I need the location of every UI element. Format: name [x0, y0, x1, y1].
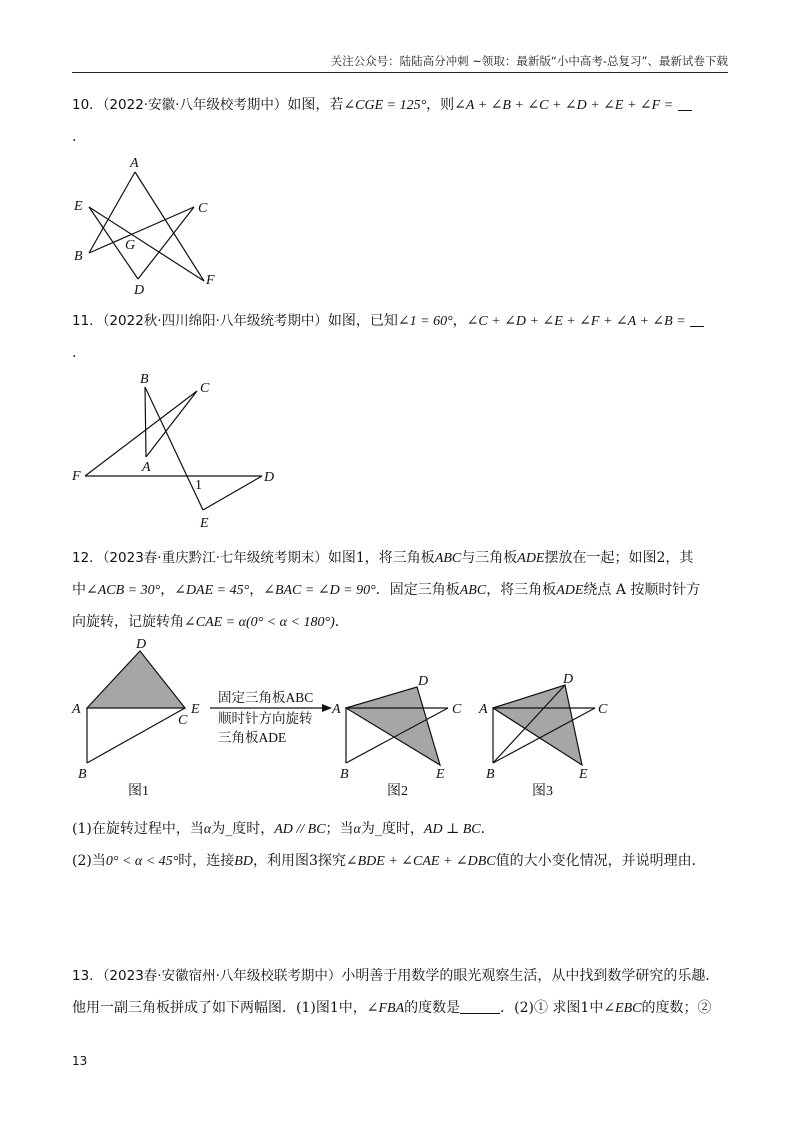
q12-sep1: ， [160, 582, 175, 598]
q12-p1a: (1)在旋转过程中，当 [72, 821, 204, 837]
q12-source: （2023春·重庆黔江·七年级统考期末） [102, 550, 328, 566]
q11-label-F: F [72, 469, 81, 484]
q12-fig1-label-A: A [72, 702, 81, 717]
q10-line1 [72, 94, 732, 117]
q12-sum: ∠BDE + ∠CAE + ∠DBC [345, 854, 496, 869]
q10-label-C: C [198, 201, 208, 216]
q12-fig1-caption: 图1 [128, 784, 149, 799]
q12-acb: ∠ACB = 30° [86, 583, 161, 598]
q11-text-b: ， [452, 313, 467, 329]
q10-answer-blank[interactable] [678, 96, 692, 111]
q12-fig3-label-B: B [486, 767, 495, 782]
q10-number: 10． [72, 97, 103, 113]
q13-line2b: 的度数是 [404, 1000, 461, 1016]
q12-arrow-text1: 固定三角板ABC [218, 690, 314, 705]
q11-label-C: C [200, 381, 210, 396]
q12-fig3-label-D: D [563, 672, 574, 687]
q12-abc2: ABC [459, 583, 487, 598]
q13-fba: ∠FBA [366, 1001, 405, 1016]
q12-p1b: 为_度时， [211, 821, 275, 837]
q11-line1 [72, 310, 732, 333]
q12-fig3-label-A: A [479, 702, 488, 717]
q11-figure [60, 365, 290, 535]
q12-fig2-caption: 图2 [387, 784, 408, 799]
q12-fig2-label-D: D [418, 674, 429, 689]
q12-arrow [210, 689, 332, 745]
q12-sep2: ， [249, 582, 264, 598]
q12-fig2 [331, 674, 462, 799]
q12-parallel: AD // BC [274, 822, 326, 837]
q10-label-D: D [134, 283, 145, 298]
q11-line-CF [85, 391, 197, 476]
q11-text-a: 如图，已知 [327, 313, 398, 329]
q10-line-EF [89, 207, 204, 281]
q10-label-B: B [74, 249, 83, 264]
q12-fig1-label-C: C [178, 713, 188, 728]
q12-arrow-text3: 三角板ADE [218, 730, 287, 745]
q12-fig3-label-E: E [579, 767, 588, 782]
q12-p1e: ． [480, 821, 495, 837]
q13-line1 [72, 965, 732, 987]
q12-fig1-label-E: E [191, 702, 200, 717]
q10-text-b: ，则 [426, 97, 455, 113]
q10-source: （2022·安徽·八年级校考期中） [102, 97, 288, 113]
q12-line2b: ．固定三角板 [375, 582, 460, 598]
q12-line1a: 如图1，将三角板 [327, 550, 435, 566]
q12-line3 [72, 611, 732, 634]
q12-alpha: α [203, 822, 212, 837]
q12-p2c: ，利用图3探究 [252, 853, 346, 869]
q12-p1d: 为_度时， [360, 821, 424, 837]
q12-p2a: (2)当 [72, 853, 106, 869]
q13-line2c: ．(2)① 求图1中 [500, 1000, 604, 1016]
header-text: 关注公众号：陆陆高分冲刺 ~领取：最新版“小中高考-总复习”、最新试卷下载 [330, 54, 728, 68]
q12-cae: ∠CAE = α(0° < α < 180°) [184, 615, 335, 630]
q12-bd: BD [234, 854, 253, 869]
q13-answer-blank[interactable] [460, 999, 500, 1014]
q12-fig2-triangle-ADE [346, 687, 440, 765]
q11-condition: ∠1 = 60° [397, 314, 453, 329]
q12-line2c: ，将三角板 [486, 582, 557, 598]
q12-figures [60, 635, 660, 807]
q12-line1c: 摆放在一起；如图2，其 [544, 550, 694, 566]
q11-number: 11． [72, 313, 103, 329]
q13-number: 13． [72, 968, 103, 984]
q13-line1-text: 小明善于用数学的眼光观察生活，从中找到数学研究的乐趣． [341, 968, 720, 984]
q12-fig2-label-C: C [452, 702, 462, 717]
q12-ade: ADE [517, 551, 545, 566]
q10-dot: . [72, 129, 77, 145]
q12-line3b: ． [334, 614, 349, 630]
q10-line-AF [135, 172, 204, 281]
q12-number: 12． [72, 550, 103, 566]
q10-label-F: F [206, 273, 215, 288]
q12-bac: ∠BAC = ∠D = 90° [263, 583, 376, 598]
q10-label-A: A [130, 156, 139, 171]
q12-line1 [72, 547, 732, 570]
q12-p2b: 时，连接 [178, 853, 235, 869]
q12-line2 [72, 579, 732, 602]
q10-label-E: E [74, 199, 83, 214]
q12-fig2-label-B: B [340, 767, 349, 782]
q10-line-CD [138, 207, 194, 279]
q10-text-a: 如图，若 [287, 97, 344, 113]
q12-alpha2: α [353, 822, 361, 837]
q12-perpendicular: AD ⊥ BC [423, 822, 481, 837]
q11-line-DE [203, 476, 262, 510]
q12-p2d: 值的大小变化情况，并说明理由． [495, 853, 706, 869]
q12-abc: ABC [434, 551, 462, 566]
q12-line2a: 中 [72, 582, 86, 598]
q12-fig1-triangle-ADE [87, 651, 185, 708]
q12-line2d: 绕点 A 按顺时针方 [583, 582, 701, 598]
q12-fig1-label-D: D [136, 637, 147, 652]
q11-label-A: A [142, 460, 151, 475]
q12-fig2-label-A: A [332, 702, 341, 717]
q13-source: （2023春·安徽宿州·八年级校联考期中） [102, 968, 342, 984]
q11-label-E: E [200, 516, 209, 531]
q12-fig1 [71, 637, 200, 799]
q11-line-BA [145, 387, 146, 457]
page-header [72, 52, 728, 73]
q12-arrow-head-icon [322, 704, 332, 712]
q11-answer-blank[interactable] [690, 312, 704, 327]
q12-line1b: 与三角板 [461, 550, 518, 566]
q10-condition: ∠CGE = 125° [343, 98, 427, 113]
q13-line2a: 他用一副三角板拼成了如下两幅图．(1)图1中， [72, 1000, 367, 1016]
q12-fig2-label-E: E [436, 767, 445, 782]
q11-expression: ∠C + ∠D + ∠E + ∠F + ∠A + ∠B = [466, 314, 686, 329]
q12-fig1-label-B: B [78, 767, 87, 782]
q12-fig3-label-C: C [598, 702, 608, 717]
q10-label-G: G [125, 238, 136, 253]
page-number: 13 [72, 1054, 88, 1068]
q13-ebc: ∠EBC [603, 1001, 642, 1016]
q12-ade2: ADE [556, 583, 584, 598]
q11-label-B: B [140, 372, 149, 387]
q12-fig1-line-BC [87, 708, 185, 763]
q11-source: （2022秋·四川绵阳·八年级统考期中） [102, 313, 328, 329]
q12-dae: ∠DAE = 45° [174, 583, 250, 598]
q10-expression: ∠A + ∠B + ∠C + ∠D + ∠E + ∠F = [454, 98, 674, 113]
q12-p1c: ；当 [325, 821, 354, 837]
q12-line3a: 向旋转，记旋转角 [72, 614, 184, 630]
q12-fig3-triangle-ADE [493, 685, 582, 765]
q11-label-D: D [264, 470, 275, 485]
q12-fig3-caption: 图3 [532, 784, 553, 799]
q12-part1 [72, 818, 732, 841]
q12-range: 0° < α < 45° [105, 854, 179, 869]
q13-line2d: 的度数；② [641, 1000, 712, 1016]
q12-part2 [72, 850, 732, 873]
q11-dot: . [72, 345, 77, 361]
q13-line2 [72, 997, 732, 1020]
q12-fig3 [478, 672, 608, 799]
q10-figure [60, 150, 240, 300]
q12-arrow-text2: 顺时针方向旋转 [218, 711, 313, 726]
q11-label-1: 1 [195, 478, 202, 493]
